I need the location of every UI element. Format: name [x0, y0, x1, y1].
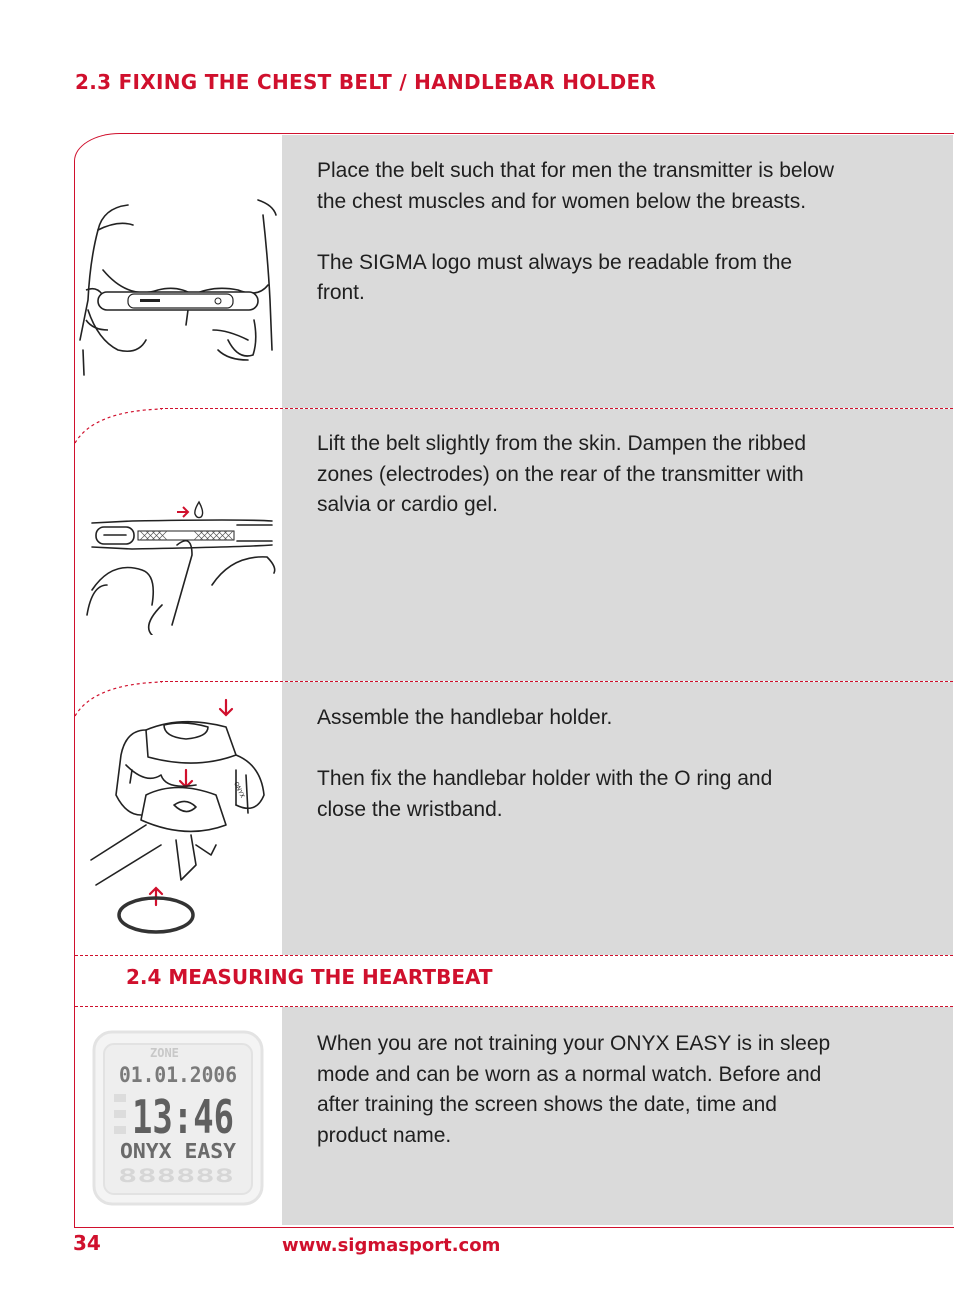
page-number: 34: [73, 1231, 101, 1255]
step-2-para-1: Lift the belt slightly from the skin. Dampen the ribbed zones (electrodes) on the rear of the transmitter with salvia or cardio gel.: [317, 432, 807, 516]
handlebar-holder-illustration: [86, 695, 276, 940]
step-1-para-1: Place the belt such that for men the transmitter is below the chest muscles and for women below the breasts.: [317, 159, 835, 213]
arrow-down-icon: [220, 700, 232, 715]
display-segments: 888888: [118, 1165, 234, 1187]
electrode-illustration: [82, 495, 282, 635]
step-3-para-1: Assemble the handlebar holder.: [317, 706, 613, 729]
section-title: 2.3 FIXING THE CHEST BELT / HANDLEBAR HOLDER: [75, 70, 657, 94]
chest-belt-illustration: [78, 190, 278, 380]
display-time: 13:46: [132, 1090, 234, 1144]
website-link[interactable]: www.sigmasport.com: [282, 1235, 501, 1256]
separator-curve-1: [74, 405, 164, 445]
water-drop-icon: [195, 502, 203, 518]
step-2-text: [317, 429, 917, 521]
display-date: 01.01.2006: [119, 1063, 237, 1087]
separator-2: [160, 681, 953, 682]
step-1-text: [317, 156, 917, 309]
step-1-para-2: The SIGMA logo must always be readable from the front.: [317, 250, 793, 304]
watch-display: [88, 1030, 268, 1210]
heartbeat-text: [317, 1029, 917, 1151]
step-3-para-2: Then fix the handlebar holder with the O ring and close the wristband.: [317, 767, 773, 821]
separator-1: [160, 408, 953, 409]
display-zone: ZONE: [150, 1046, 179, 1060]
step-3-text: [317, 703, 917, 825]
display-product: ONYX EASY: [120, 1139, 236, 1163]
subsection-title: 2.4 MEASURING THE HEARTBEAT: [126, 965, 493, 989]
heartbeat-para-1: When you are not training your ONYX EASY is in sleep mode and can be worn as a normal watch. Before and after training the screen shows the date, time and product name.: [317, 1032, 831, 1147]
svg-text:ONYX: ONYX: [232, 780, 246, 800]
